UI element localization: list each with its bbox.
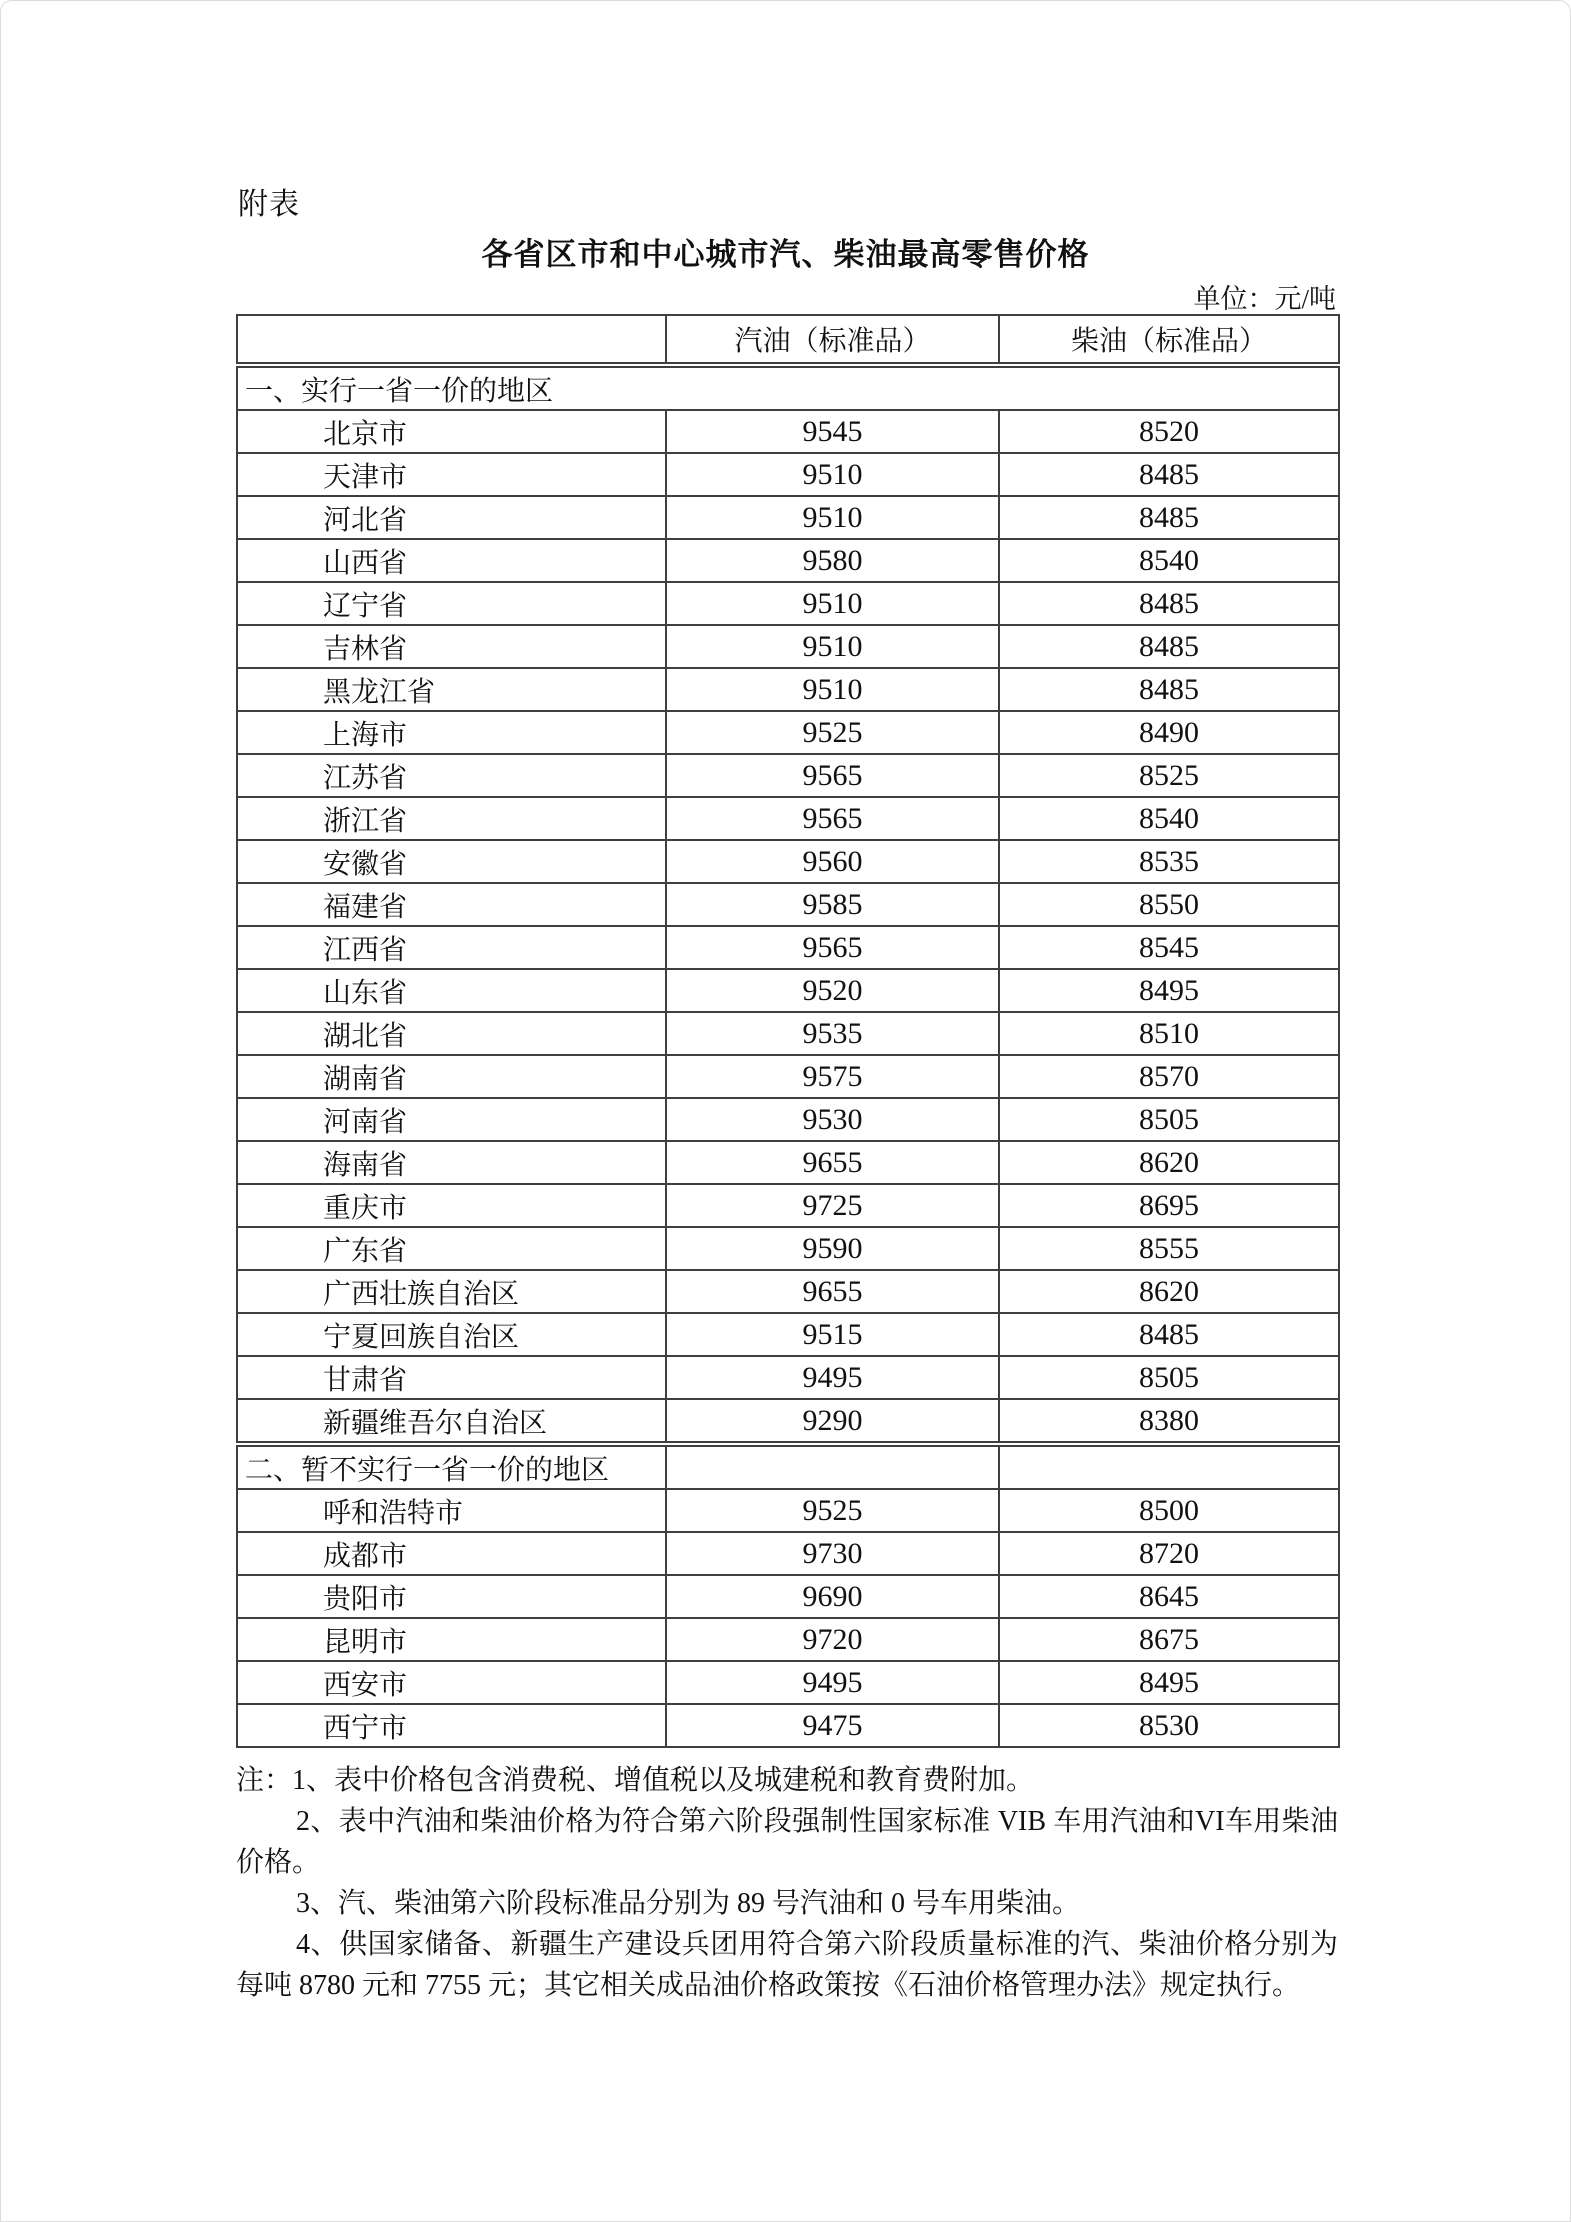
section-heading: 二、暂不实行一省一价的地区 — [237, 1444, 666, 1489]
region-cell: 浙江省 — [237, 797, 666, 840]
price-row — [237, 797, 1339, 840]
price-row — [237, 1489, 1339, 1532]
diesel-price-cell: 8620 — [999, 1141, 1339, 1184]
region-cell: 贵阳市 — [237, 1575, 666, 1618]
note-3: 3、汽、柴油第六阶段标准品分别为 89 号汽油和 0 号车用柴油。 — [296, 1888, 1081, 1919]
gasoline-price-cell: 9565 — [666, 754, 999, 797]
region-cell: 广东省 — [237, 1227, 666, 1270]
price-row — [237, 496, 1339, 539]
region-cell: 吉林省 — [237, 625, 666, 668]
gasoline-price-cell: 9525 — [666, 1489, 999, 1532]
price-row — [237, 883, 1339, 926]
gasoline-price-cell: 9535 — [666, 1012, 999, 1055]
diesel-price-cell: 8485 — [999, 1313, 1339, 1356]
content-column — [236, 314, 1338, 2006]
price-row — [237, 926, 1339, 969]
region-cell: 辽宁省 — [237, 582, 666, 625]
diesel-price-cell: 8695 — [999, 1184, 1339, 1227]
gasoline-price-cell: 9495 — [666, 1356, 999, 1399]
region-cell: 西安市 — [237, 1661, 666, 1704]
gasoline-price-cell: 9730 — [666, 1532, 999, 1575]
diesel-price-cell: 8485 — [999, 668, 1339, 711]
region-cell: 河北省 — [237, 496, 666, 539]
diesel-price-cell: 8500 — [999, 1489, 1339, 1532]
diesel-price-cell: 8520 — [999, 410, 1339, 453]
gasoline-price-cell: 9590 — [666, 1227, 999, 1270]
table-header — [237, 315, 1339, 365]
diesel-price-cell: 8490 — [999, 711, 1339, 754]
region-cell: 河南省 — [237, 1098, 666, 1141]
gasoline-price-cell: 9510 — [666, 668, 999, 711]
gasoline-price-cell: 9720 — [666, 1618, 999, 1661]
note-1: 注：1、表中价格包含消费税、增值税以及城建税和教育费附加。 — [236, 1765, 1035, 1796]
gasoline-price-cell: 9525 — [666, 711, 999, 754]
section-heading-row — [237, 365, 1339, 410]
section-heading: 一、实行一省一价的地区 — [237, 365, 1339, 410]
diesel-price-cell: 8485 — [999, 453, 1339, 496]
region-cell: 新疆维吾尔自治区 — [237, 1399, 666, 1444]
diesel-price-cell: 8555 — [999, 1227, 1339, 1270]
price-row — [237, 539, 1339, 582]
gasoline-price-cell: 9510 — [666, 625, 999, 668]
gasoline-price-cell: 9575 — [666, 1055, 999, 1098]
header-row — [237, 315, 1339, 365]
region-cell: 海南省 — [237, 1141, 666, 1184]
region-cell: 重庆市 — [237, 1184, 666, 1227]
diesel-price-cell: 8545 — [999, 926, 1339, 969]
region-column-header — [237, 315, 666, 365]
region-cell: 福建省 — [237, 883, 666, 926]
diesel-price-cell: 8505 — [999, 1356, 1339, 1399]
diesel-price-cell: 8525 — [999, 754, 1339, 797]
region-cell: 宁夏回族自治区 — [237, 1313, 666, 1356]
price-row — [237, 582, 1339, 625]
price-row — [237, 1356, 1339, 1399]
region-cell: 广西壮族自治区 — [237, 1270, 666, 1313]
region-cell: 北京市 — [237, 410, 666, 453]
region-cell: 黑龙江省 — [237, 668, 666, 711]
region-cell: 山东省 — [237, 969, 666, 1012]
section-heading-row — [237, 1444, 1339, 1489]
gasoline-price-cell: 9655 — [666, 1270, 999, 1313]
gasoline-price-cell: 9495 — [666, 1661, 999, 1704]
region-cell: 湖南省 — [237, 1055, 666, 1098]
price-row — [237, 1704, 1339, 1747]
price-row — [237, 1661, 1339, 1704]
section-one-body — [237, 365, 1339, 1444]
diesel-price-cell: 8675 — [999, 1618, 1339, 1661]
diesel-price-cell: 8550 — [999, 883, 1339, 926]
gasoline-price-cell: 9510 — [666, 582, 999, 625]
attachment-label: 附表 — [238, 188, 300, 221]
diesel-price-cell: 8645 — [999, 1575, 1339, 1618]
diesel-price-cell: 8540 — [999, 539, 1339, 582]
gasoline-price-cell: 9565 — [666, 926, 999, 969]
gasoline-price-cell: 9520 — [666, 969, 999, 1012]
gasoline-price-cell: 9580 — [666, 539, 999, 582]
price-row — [237, 1618, 1339, 1661]
diesel-price-cell: 8720 — [999, 1532, 1339, 1575]
diesel-price-cell: 8540 — [999, 797, 1339, 840]
diesel-price-cell: 8495 — [999, 1661, 1339, 1704]
gasoline-price-cell: 9655 — [666, 1141, 999, 1184]
gasoline-price-cell: 9290 — [666, 1399, 999, 1444]
diesel-price-cell: 8510 — [999, 1012, 1339, 1055]
price-row — [237, 453, 1339, 496]
gasoline-price-cell: 9565 — [666, 797, 999, 840]
price-row — [237, 410, 1339, 453]
diesel-price-cell: 8570 — [999, 1055, 1339, 1098]
gasoline-price-cell: 9585 — [666, 883, 999, 926]
diesel-price-cell: 8380 — [999, 1399, 1339, 1444]
price-row — [237, 1270, 1339, 1313]
fuel-price-table — [236, 314, 1340, 1748]
region-cell: 昆明市 — [237, 1618, 666, 1661]
gasoline-price-cell: 9530 — [666, 1098, 999, 1141]
gasoline-column-header: 汽油（标准品） — [666, 315, 999, 365]
diesel-price-cell: 8485 — [999, 582, 1339, 625]
region-cell: 甘肃省 — [237, 1356, 666, 1399]
price-row — [237, 1098, 1339, 1141]
price-row — [237, 1399, 1339, 1444]
gasoline-price-cell: 9475 — [666, 1704, 999, 1747]
gasoline-price-cell: 9725 — [666, 1184, 999, 1227]
empty-cell — [999, 1444, 1339, 1489]
diesel-price-cell: 8535 — [999, 840, 1339, 883]
gasoline-price-cell: 9560 — [666, 840, 999, 883]
note-2: 2、表中汽油和柴油价格为符合第六阶段强制性国家标准 VIB 车用汽油和VI车用柴油价格。 — [236, 1806, 1338, 1878]
diesel-price-cell: 8530 — [999, 1704, 1339, 1747]
diesel-price-cell: 8485 — [999, 496, 1339, 539]
gasoline-price-cell: 9545 — [666, 410, 999, 453]
price-row — [237, 625, 1339, 668]
region-cell: 江苏省 — [237, 754, 666, 797]
region-cell: 安徽省 — [237, 840, 666, 883]
price-row — [237, 1575, 1339, 1618]
unit-label: 单位：元/吨 — [1193, 284, 1336, 314]
price-row — [237, 840, 1339, 883]
region-cell: 成都市 — [237, 1532, 666, 1575]
gasoline-price-cell: 9510 — [666, 496, 999, 539]
price-row — [237, 754, 1339, 797]
region-cell: 西宁市 — [237, 1704, 666, 1747]
diesel-price-cell: 8495 — [999, 969, 1339, 1012]
notes-block — [236, 1760, 1338, 2006]
price-row — [237, 1184, 1339, 1227]
section-two-body — [237, 1444, 1339, 1747]
price-row — [237, 1313, 1339, 1356]
price-row — [237, 1532, 1339, 1575]
region-cell: 呼和浩特市 — [237, 1489, 666, 1532]
diesel-price-cell: 8620 — [999, 1270, 1339, 1313]
diesel-price-cell: 8485 — [999, 625, 1339, 668]
region-cell: 天津市 — [237, 453, 666, 496]
price-row — [237, 711, 1339, 754]
diesel-column-header: 柴油（标准品） — [999, 315, 1339, 365]
price-row — [237, 1055, 1339, 1098]
price-row — [237, 969, 1339, 1012]
price-row — [237, 1227, 1339, 1270]
region-cell: 湖北省 — [237, 1012, 666, 1055]
gasoline-price-cell: 9510 — [666, 453, 999, 496]
region-cell: 江西省 — [237, 926, 666, 969]
region-cell: 山西省 — [237, 539, 666, 582]
region-cell: 上海市 — [237, 711, 666, 754]
note-4: 4、供国家储备、新疆生产建设兵团用符合第六阶段质量标准的汽、柴油价格分别为每吨 8780 元和 7755 元；其它相关成品油价格政策按《石油价格管理办法》规定执行。 — [236, 1929, 1338, 2001]
price-row — [237, 1141, 1339, 1184]
price-row — [237, 1012, 1339, 1055]
gasoline-price-cell: 9690 — [666, 1575, 999, 1618]
gasoline-price-cell: 9515 — [666, 1313, 999, 1356]
page-title: 各省区市和中心城市汽、柴油最高零售价格 — [481, 237, 1090, 272]
price-row — [237, 668, 1339, 711]
empty-cell — [666, 1444, 999, 1489]
diesel-price-cell: 8505 — [999, 1098, 1339, 1141]
